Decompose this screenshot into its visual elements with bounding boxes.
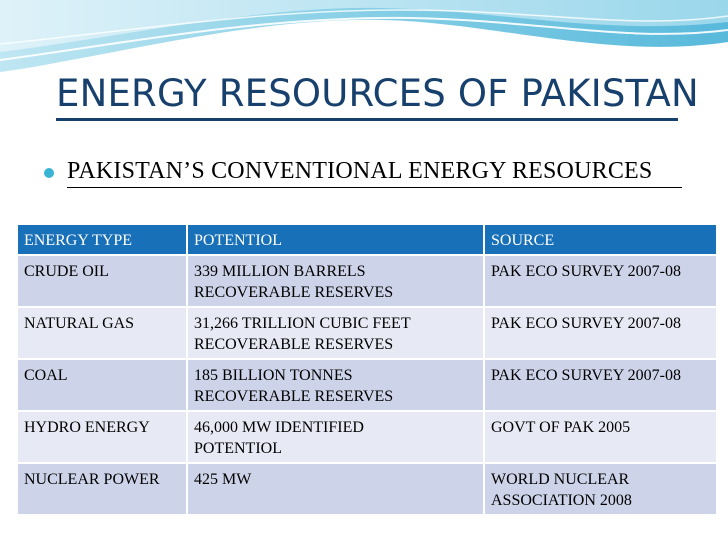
table-header-row [18, 225, 716, 255]
header-potential: POTENTIOL [187, 225, 484, 255]
cell-potential [187, 463, 484, 515]
cell-line: RECOVERABLE RESERVES [194, 388, 394, 405]
energy-resources-table [18, 225, 716, 516]
title-underline [56, 118, 678, 121]
cell-source [484, 255, 716, 307]
cell-line: 339 MILLION BARRELS [194, 263, 366, 280]
cell-line: PAK ECO SURVEY 2007-08 [491, 315, 681, 332]
cell-source [484, 411, 716, 463]
cell-line: GOVT OF PAK 2005 [491, 419, 631, 436]
cell-line: 425 MW [194, 471, 252, 488]
table-row [18, 307, 716, 359]
cell-potential [187, 307, 484, 359]
cell-line: WORLD NUCLEAR [491, 471, 630, 488]
header-source: SOURCE [484, 225, 716, 255]
table-row [18, 411, 716, 463]
cell-potential [187, 255, 484, 307]
cell-line: RECOVERABLE RESERVES [194, 284, 394, 301]
cell-energy-type: CRUDE OIL [18, 255, 187, 307]
header-energy-type: ENERGY TYPE [18, 225, 187, 255]
cell-potential [187, 411, 484, 463]
cell-line: ASSOCIATION 2008 [491, 492, 632, 509]
cell-line: POTENTIOL [194, 440, 282, 457]
slide-title: ENERGY RESOURCES OF PAKISTAN [56, 72, 699, 115]
cell-energy-type: NATURAL GAS [18, 307, 187, 359]
cell-energy-type: COAL [18, 359, 187, 411]
cell-source [484, 463, 716, 515]
cell-line: 185 BILLION TONNES [194, 367, 353, 384]
cell-line: PAK ECO SURVEY 2007-08 [491, 367, 681, 384]
header-wave-decoration [0, 0, 728, 80]
cell-source [484, 307, 716, 359]
cell-line: 46,000 MW IDENTIFIED [194, 419, 364, 436]
cell-line: PAK ECO SURVEY 2007-08 [491, 263, 681, 280]
table-row [18, 463, 716, 515]
cell-line: 31,266 TRILLION CUBIC FEET [194, 315, 411, 332]
bullet-dot-icon [44, 168, 54, 178]
table-row [18, 359, 716, 411]
cell-source [484, 359, 716, 411]
cell-energy-type: HYDRO ENERGY [18, 411, 187, 463]
cell-line: RECOVERABLE RESERVES [194, 336, 394, 353]
bullet-text: PAKISTAN’S CONVENTIONAL ENERGY RESOURCES [67, 158, 653, 184]
table-row [18, 255, 716, 307]
cell-energy-type: NUCLEAR POWER [18, 463, 187, 515]
bullet-underline [67, 187, 682, 188]
cell-potential [187, 359, 484, 411]
